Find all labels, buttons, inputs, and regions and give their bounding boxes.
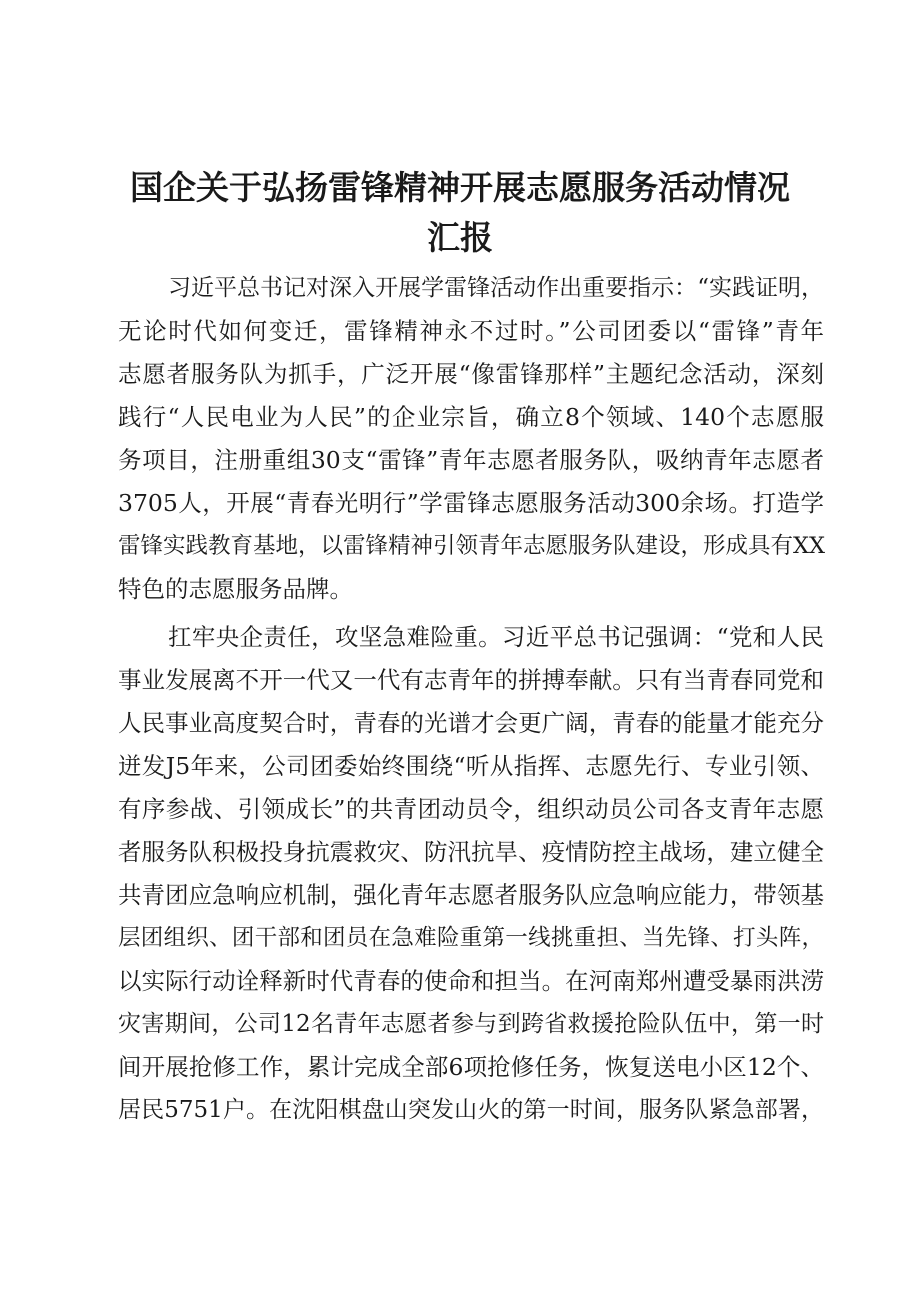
paragraph-2-line: 间开展抢修工作，累计完成全部6项抢修任务，恢复送电小区12个、 (118, 1053, 824, 1081)
paragraph-2-line: 人民事业高度契合时，青春的光谱才会更广阔，青春的能量才能充分 (118, 709, 824, 737)
paragraph-2-line: 共青团应急响应机制，强化青年志愿者服务队应急响应能力，带领基 (118, 881, 824, 909)
paragraph-2-line: 有序参战、引领成长”的共青团动员令，组织动员公司各支青年志愿 (118, 795, 824, 823)
paragraph-2-line: 事业发展离不开一代又一代有志青年的拼搏奉献。只有当青春同党和 (118, 666, 824, 694)
paragraph-1-line: 雷锋实践教育基地，以雷锋精神引领青年志愿服务队建设，形成具有XX (118, 533, 826, 559)
paragraph-1-line: 务项目，注册重组30支“雷锋”青年志愿者服务队，吸纳青年志愿者 (118, 446, 824, 474)
paragraph-2-line: 以实际行动诠释新时代青春的使命和担当。在河南郑州遭受暴雨洪涝 (118, 967, 824, 995)
paragraph-1-line: 志愿者服务队为抓手，广泛开展“像雷锋那样”主题纪念活动，深刻 (118, 360, 824, 388)
document-title-line-2: 汇报 (427, 218, 493, 257)
paragraph-2-line: 扛牢央企责任，攻坚急难险重。习近平总书记强调：“党和人民 (168, 623, 824, 651)
paragraph-2-line: 层团组织、团干部和团员在急难险重第一线挑重担、当先锋、打头阵， (118, 925, 824, 951)
paragraph-1-line: 践行“人民电业为人民”的企业宗旨，确立8个领域、140个志愿服 (118, 403, 824, 431)
paragraph-1-line: 特色的志愿服务品牌。 (118, 575, 353, 603)
paragraph-2-line: 灾害期间，公司12名青年志愿者参与到跨省救援抢险队伍中，第一时 (118, 1011, 824, 1037)
paragraph-1-line: 习近平总书记对深入开展学雷锋活动作出重要指示：“实践证明， (168, 275, 824, 301)
paragraph-2-line: 者服务队积极投身抗震救灾、防汛抗旱、疫情防控主战场，建立健全 (118, 838, 824, 866)
paragraph-1-line: 3705人，开展“青春光明行”学雷锋志愿服务活动300余场。打造学 (118, 489, 824, 517)
document-title-line-1: 国企关于弘扬雷锋精神开展志愿服务活动情况 (130, 168, 790, 207)
paragraph-2-line: 居民5751户。在沈阳棋盘山突发山火的第一时间，服务队紧急部署， (118, 1097, 824, 1123)
paragraph-1-line: 无论时代如何变迁，雷锋精神永不过时。”公司团委以“雷锋”青年 (118, 317, 824, 345)
paragraph-2-line: 迸发J5年来，公司团委始终围绕“听从指挥、志愿先行、专业引领、 (118, 752, 824, 780)
